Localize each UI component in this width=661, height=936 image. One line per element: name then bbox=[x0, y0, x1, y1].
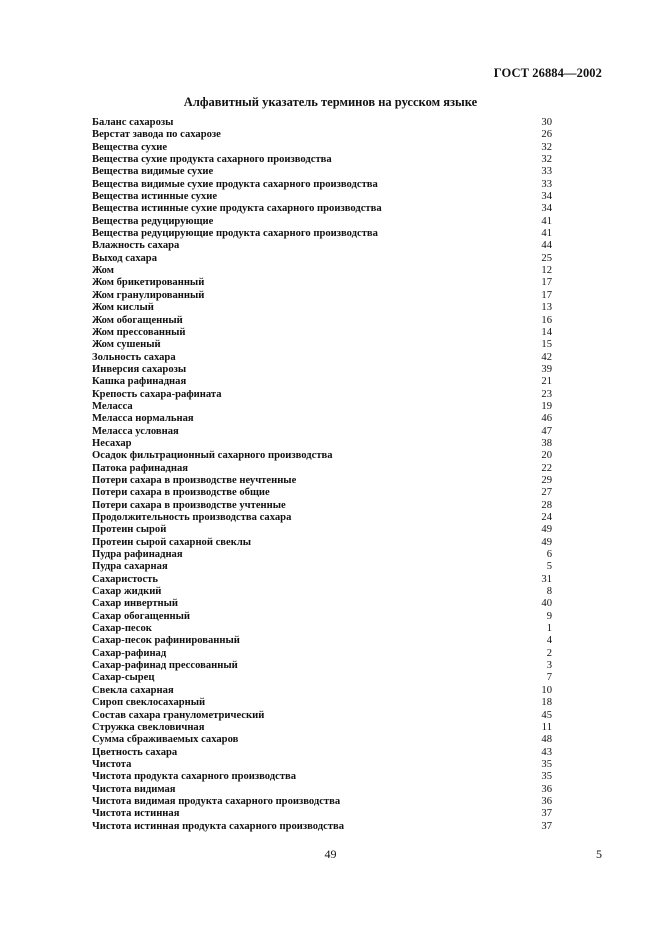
index-term: Баланс сахарозы bbox=[92, 117, 174, 128]
index-term-number: 45 bbox=[541, 709, 552, 721]
index-term: Потери сахара в производстве учтенные bbox=[92, 499, 286, 511]
index-term: Чистота bbox=[92, 758, 132, 770]
index-term: Сахар-песок bbox=[92, 623, 152, 635]
index-entry bbox=[92, 734, 552, 746]
index-term: Сахар-рафинад bbox=[92, 647, 167, 659]
index-entry bbox=[92, 710, 552, 722]
index-entry bbox=[92, 747, 552, 759]
index-term: Осадок фильтрационный сахарного производства bbox=[92, 450, 333, 462]
index-term: Жом bbox=[92, 265, 114, 277]
index-term: Вещества видимые сухие bbox=[92, 166, 214, 178]
index-term-number: 23 bbox=[541, 388, 552, 400]
index-term: Вещества истинные сухие bbox=[92, 191, 218, 203]
sheet-number: 5 bbox=[596, 847, 602, 861]
index-term-number: 2 bbox=[546, 647, 552, 659]
index-entry bbox=[92, 389, 552, 401]
index-term-number: 7 bbox=[546, 672, 552, 684]
index-entry bbox=[92, 364, 552, 376]
index-term-number: 38 bbox=[541, 437, 552, 449]
index-term-number: 17 bbox=[541, 277, 552, 289]
index-term: Верстат завода по сахарозе bbox=[92, 129, 221, 141]
index-term: Вещества редуцирующие bbox=[92, 215, 214, 227]
index-term: Чистота продукта сахарного производства bbox=[92, 771, 297, 783]
index-entry bbox=[92, 129, 552, 141]
index-entry bbox=[92, 290, 552, 302]
index-term: Жом брикетированный bbox=[92, 277, 205, 289]
index-term-number: 21 bbox=[541, 376, 552, 388]
index-term-number: 37 bbox=[541, 820, 552, 832]
index-term: Жом кислый bbox=[92, 302, 154, 314]
index-term-number: 48 bbox=[541, 734, 552, 746]
index-term: Сахар жидкий bbox=[92, 586, 162, 598]
index-term: Сахар инвертный bbox=[92, 598, 179, 610]
index-term-number: 29 bbox=[541, 474, 552, 486]
index-entry bbox=[92, 327, 552, 339]
index-term: Вещества сухие продукта сахарного производства bbox=[92, 154, 332, 166]
index-term-number: 34 bbox=[541, 203, 552, 215]
index-term: Стружка свекловичная bbox=[92, 721, 205, 733]
index-entry bbox=[92, 240, 552, 252]
index-term-number: 42 bbox=[541, 351, 552, 363]
index-term: Патока рафинадная bbox=[92, 462, 189, 474]
index-term-number: 5 bbox=[546, 561, 552, 573]
index-term-number: 39 bbox=[541, 363, 552, 375]
index-term: Жом сушеный bbox=[92, 339, 161, 351]
index-entry bbox=[92, 487, 552, 499]
index-term: Сахар-сырец bbox=[92, 672, 155, 684]
index-term-number: 3 bbox=[546, 660, 552, 672]
index-term-number: 4 bbox=[546, 635, 552, 647]
index-entry bbox=[92, 277, 552, 289]
index-term: Сироп свеклосахарный bbox=[92, 697, 206, 709]
index-term: Несахар bbox=[92, 437, 132, 449]
index-term-number: 6 bbox=[546, 549, 552, 561]
index-term-number: 19 bbox=[541, 400, 552, 412]
index-entry bbox=[92, 203, 552, 215]
index-term: Сахар обогащенный bbox=[92, 610, 191, 622]
index-term: Меласса нормальная bbox=[92, 413, 194, 425]
index-term: Жом гранулированный bbox=[92, 289, 205, 301]
index-term: Цветность сахара bbox=[92, 746, 178, 758]
index-term-number: 1 bbox=[546, 623, 552, 635]
index-term: Протеин сырой сахарной свеклы bbox=[92, 536, 252, 548]
index-entry bbox=[92, 315, 552, 327]
index-term: Крепость сахара-рафината bbox=[92, 388, 222, 400]
index-entry bbox=[92, 722, 552, 734]
index-entry bbox=[92, 352, 552, 364]
index-term-number: 40 bbox=[541, 598, 552, 610]
index-term-number: 26 bbox=[541, 129, 552, 141]
index-term-number: 11 bbox=[541, 721, 552, 733]
index-term: Чистота видимая продукта сахарного производства bbox=[92, 795, 341, 807]
index-term-number: 49 bbox=[541, 536, 552, 548]
index-term: Чистота истинная bbox=[92, 808, 180, 820]
index-term-number: 46 bbox=[541, 413, 552, 425]
index-entry bbox=[92, 154, 552, 166]
index-entry bbox=[92, 598, 552, 610]
index-term-number: 49 bbox=[541, 524, 552, 536]
index-term: Чистота видимая bbox=[92, 783, 176, 795]
index-term: Свекла сахарная bbox=[92, 684, 174, 696]
index-entry bbox=[92, 537, 552, 549]
index-term: Сумма сбраживаемых сахаров bbox=[92, 734, 239, 746]
index-entry bbox=[92, 549, 552, 561]
index-entry bbox=[92, 117, 552, 129]
index-term: Пудра рафинадная bbox=[92, 549, 183, 561]
index-term-number: 24 bbox=[541, 512, 552, 523]
page-number: 49 bbox=[324, 847, 337, 861]
index-term-number: 28 bbox=[541, 499, 552, 511]
index-term-number: 10 bbox=[541, 684, 552, 696]
index-entry bbox=[92, 660, 552, 672]
index-entry bbox=[92, 648, 552, 660]
index-entry bbox=[92, 376, 552, 388]
index-entry bbox=[92, 500, 552, 512]
index-entry bbox=[92, 142, 552, 154]
index-term-number: 18 bbox=[541, 697, 552, 709]
index-term-number: 33 bbox=[541, 178, 552, 190]
index-term-number: 15 bbox=[541, 339, 552, 351]
index-entry bbox=[92, 784, 552, 796]
index-entry bbox=[92, 623, 552, 635]
index-term: Сахар-рафинад прессованный bbox=[92, 660, 238, 672]
index-term-number: 36 bbox=[541, 783, 552, 795]
index-term-number: 41 bbox=[541, 228, 552, 240]
index-term: Сахар-песок рафинированный bbox=[92, 635, 240, 647]
index-term: Выход сахара bbox=[92, 252, 158, 264]
index-term-number: 12 bbox=[541, 265, 552, 277]
index-term-number: 17 bbox=[541, 289, 552, 301]
index-entry bbox=[92, 759, 552, 771]
index-term-number: 47 bbox=[541, 425, 552, 437]
index-entry bbox=[92, 672, 552, 684]
index-term-number: 34 bbox=[541, 191, 552, 203]
index-entry bbox=[92, 586, 552, 598]
index-term: Жом обогащенный bbox=[92, 314, 183, 326]
index-entry bbox=[92, 611, 552, 623]
index-term-number: 13 bbox=[541, 302, 552, 314]
index-term: Жом прессованный bbox=[92, 326, 186, 338]
index-term: Влажность сахара bbox=[92, 240, 180, 252]
index-term: Потери сахара в производстве неучтенные bbox=[92, 474, 297, 486]
index-entry bbox=[92, 191, 552, 203]
index-entry bbox=[92, 796, 552, 808]
index-term-number: 31 bbox=[541, 573, 552, 585]
index-term: Меласса bbox=[92, 400, 133, 412]
index-entry bbox=[92, 216, 552, 228]
index-term: Состав сахара гранулометрический bbox=[92, 709, 265, 721]
index-entry bbox=[92, 561, 552, 573]
index-term-number: 35 bbox=[541, 771, 552, 783]
index-term-number: 16 bbox=[541, 314, 552, 326]
index-entry bbox=[92, 771, 552, 783]
index-term: Инверсия сахарозы bbox=[92, 363, 187, 375]
index-term-number: 35 bbox=[541, 758, 552, 770]
index-entry bbox=[92, 512, 552, 524]
index-entry bbox=[92, 635, 552, 647]
index-term-number: 44 bbox=[541, 240, 552, 252]
index-term: Вещества видимые сухие продукта сахарного производства bbox=[92, 178, 378, 190]
index-term-number: 32 bbox=[541, 141, 552, 153]
index-term-number: 32 bbox=[541, 154, 552, 166]
index-entry bbox=[92, 401, 552, 413]
index-entry bbox=[92, 426, 552, 438]
index-entry bbox=[92, 228, 552, 240]
index-term: Чистота истинная продукта сахарного производства bbox=[92, 820, 345, 832]
index-term: Вещества сухие bbox=[92, 141, 168, 153]
index-term-number: 27 bbox=[541, 487, 552, 499]
index-entry bbox=[92, 821, 552, 833]
index-title: Алфавитный указатель терминов на русском языке bbox=[183, 95, 478, 109]
term-index-list bbox=[92, 117, 552, 833]
index-term-number: 20 bbox=[541, 450, 552, 462]
index-entry bbox=[92, 438, 552, 450]
index-entry bbox=[92, 463, 552, 475]
index-entry bbox=[92, 450, 552, 462]
index-term-number: 25 bbox=[541, 252, 552, 264]
index-entry bbox=[92, 339, 552, 351]
index-term: Меласса условная bbox=[92, 425, 179, 437]
index-term: Кашка рафинадная bbox=[92, 376, 187, 388]
index-entry bbox=[92, 253, 552, 265]
index-entry bbox=[92, 685, 552, 697]
index-term-number: 30 bbox=[541, 117, 552, 128]
index-term-number: 22 bbox=[541, 462, 552, 474]
index-term: Вещества истинные сухие продукта сахарного производства bbox=[92, 203, 382, 215]
index-entry bbox=[92, 179, 552, 191]
index-term-number: 36 bbox=[541, 795, 552, 807]
index-entry bbox=[92, 808, 552, 820]
index-term: Вещества редуцирующие продукта сахарного производства bbox=[92, 228, 378, 240]
index-entry bbox=[92, 166, 552, 178]
standard-header: ГОСТ 26884—2002 bbox=[493, 66, 602, 80]
index-entry bbox=[92, 574, 552, 586]
index-term-number: 8 bbox=[546, 586, 552, 598]
index-term-number: 14 bbox=[541, 326, 552, 338]
index-term: Пудра сахарная bbox=[92, 561, 168, 573]
index-term-number: 41 bbox=[541, 215, 552, 227]
index-entry bbox=[92, 302, 552, 314]
index-term-number: 37 bbox=[541, 808, 552, 820]
index-term: Сахаристость bbox=[92, 573, 158, 585]
index-entry bbox=[92, 265, 552, 277]
index-term: Протеин сырой bbox=[92, 524, 167, 536]
index-term-number: 33 bbox=[541, 166, 552, 178]
index-entry bbox=[92, 524, 552, 536]
index-term: Потери сахара в производстве общие bbox=[92, 487, 270, 499]
index-term: Продолжительность производства сахара bbox=[92, 512, 292, 523]
index-entry bbox=[92, 413, 552, 425]
index-term: Зольность сахара bbox=[92, 351, 176, 363]
index-entry bbox=[92, 475, 552, 487]
index-term-number: 43 bbox=[541, 746, 552, 758]
index-entry bbox=[92, 697, 552, 709]
index-term-number: 9 bbox=[546, 610, 552, 622]
